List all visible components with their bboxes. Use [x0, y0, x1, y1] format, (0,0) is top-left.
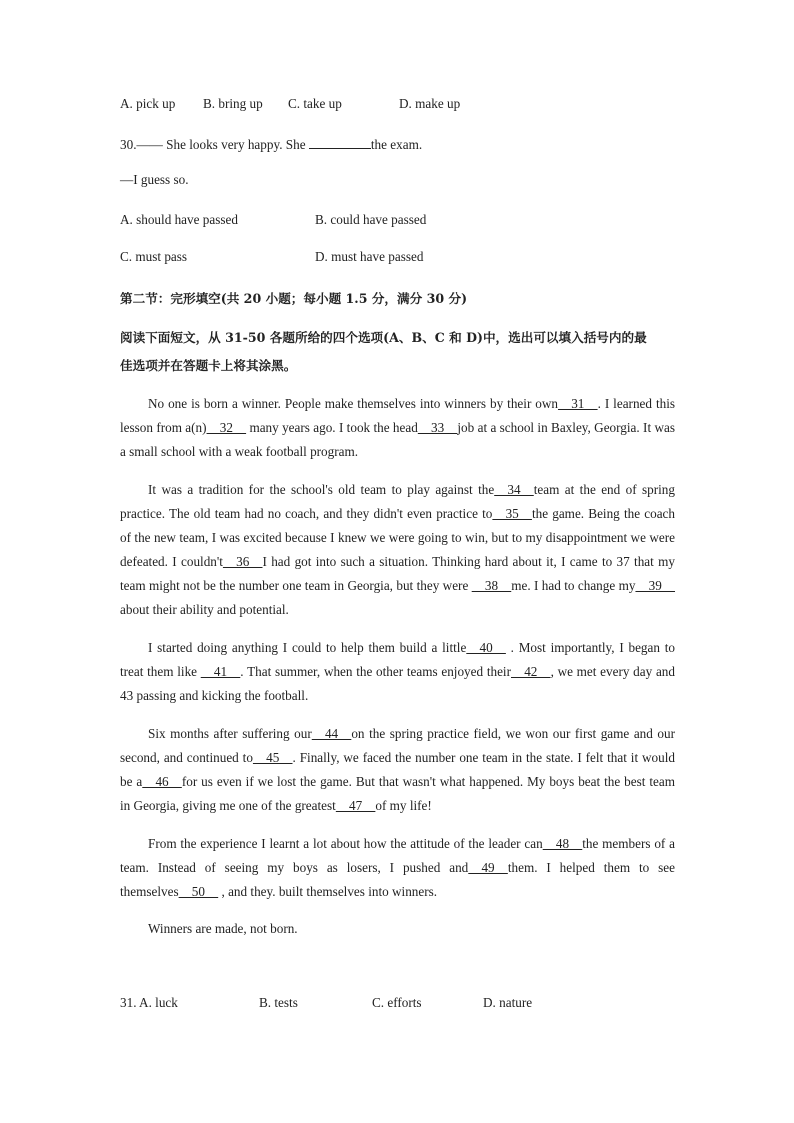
blank-48: 48: [542, 836, 583, 851]
passage-text: . Most importantly, I began to treat them like: [120, 640, 675, 679]
q31-option-a: 31. A. luck: [120, 995, 178, 1010]
q29-option-d: D. make up: [399, 96, 461, 111]
blank-35: 35: [492, 506, 532, 521]
section-instructions-line2: 佳选项并在答题卡上将其涂黑。: [120, 358, 297, 373]
q31-option-c: C. efforts: [372, 995, 422, 1010]
passage-text: me. I had to change my: [511, 578, 636, 593]
q29-option-c: C. take up: [288, 96, 342, 111]
passage-text: Winners are made, not born.: [148, 921, 298, 936]
passage-text: . That summer, when the other teams enjoyed their: [240, 664, 511, 679]
blank-46: 46: [142, 774, 182, 789]
blank-41: 41: [200, 664, 241, 679]
q30-option-d: D. must have passed: [315, 249, 424, 264]
blank-36: 36: [222, 554, 263, 569]
blank-31: 31: [558, 396, 598, 411]
q30-option-b: B. could have passed: [315, 212, 427, 227]
passage-paragraph-4: [120, 722, 675, 818]
q30-stem: [120, 134, 422, 153]
q30-option-c: C. must pass: [120, 249, 188, 264]
passage-text: Six months after suffering our: [148, 726, 312, 741]
blank-34: 34: [494, 482, 534, 497]
passage-text: team at the end of spring practice. The old team had no coach, and they didn't even practice to: [120, 482, 675, 521]
passage-text: I started doing anything I could to help them build a little: [148, 640, 467, 655]
passage-text: about their ability and potential.: [120, 602, 289, 617]
passage-text: I had got into such a situation. Thinking hard about it, I came to 37 that my team might not be the number one team in Georgia, but they were: [120, 554, 676, 593]
passage-text: . I learned this lesson from a(n): [120, 396, 675, 435]
passage-paragraph-5: [120, 832, 675, 904]
blank-38: 38: [471, 578, 512, 593]
passage-text: No one is born a winner. People make themselves into winners by their own: [148, 396, 559, 411]
blank-40: 40: [466, 640, 506, 655]
passage-paragraph-2: [120, 478, 675, 622]
section-heading: 第二节：完形填空(共 20 小题；每小题 1.5 分，满分 30 分): [120, 291, 468, 306]
passage-text: them. I helped them to see themselves: [120, 860, 675, 899]
passage-text: . Finally, we faced the number one team in the state. I felt that it would be a: [120, 750, 675, 789]
blank-47: 47: [335, 798, 376, 813]
passage-text: the members of a team. Instead of seeing my boys as losers, I pushed and: [120, 836, 675, 875]
q31-option-b: B. tests: [259, 995, 298, 1010]
passage-text: , we met every day and 43 passing and kicking the football.: [120, 664, 675, 703]
blank-42: 42: [511, 664, 551, 679]
passage-paragraph-1: [120, 392, 675, 464]
q29-option-a: A. pick up: [120, 96, 176, 111]
q29-option-b: B. bring up: [203, 96, 263, 111]
passage-text: for us even if we lost the game. But that wasn't what happened. My boys beat the best team in Georgia, giving me one of the greatest: [120, 774, 675, 813]
passage-text: on the spring practice field, we won our first game and our second, and continued to: [120, 726, 676, 765]
passage-text: many years ago. I took the head: [246, 420, 418, 435]
passage-text: From the experience I learnt a lot about how the attitude of the leader can: [148, 836, 543, 851]
q30-answer-blank: [309, 134, 371, 149]
passage-paragraph-3: [120, 636, 675, 708]
blank-32: 32: [206, 420, 247, 435]
q31-option-d: D. nature: [483, 995, 533, 1010]
passage-text: , and they. built themselves into winners.: [218, 884, 438, 899]
blank-49: 49: [468, 860, 508, 875]
section-instructions-line1: 阅读下面短文，从 31-50 各题所给的四个选项(A、B、C 和 D)中，选出可以填入括号内的最: [120, 330, 647, 345]
q30-reply: —I guess so.: [120, 172, 189, 187]
passage-text: job at a school in Baxley, Georgia. It was a small school with a weak football program.: [120, 420, 675, 459]
passage-text: It was a tradition for the school's old team to play against the: [148, 482, 495, 497]
q30-stem-post: the exam.: [370, 137, 423, 152]
blank-50: 50: [178, 884, 219, 899]
blank-39: 39: [635, 578, 676, 593]
passage-text: the game. Being the coach of the new team, I was excited because I knew we were going to win, but to my disappointment we were defeated. I couldn't: [120, 506, 676, 569]
passage-paragraph-6: [120, 917, 675, 941]
passage-text: of my life!: [375, 798, 432, 813]
blank-33: 33: [417, 420, 458, 435]
q30-option-a: A. should have passed: [120, 212, 238, 227]
q30-stem-pre: 30.—— She looks very happy. She: [120, 137, 309, 152]
blank-45: 45: [252, 750, 293, 765]
blank-44: 44: [311, 726, 352, 741]
